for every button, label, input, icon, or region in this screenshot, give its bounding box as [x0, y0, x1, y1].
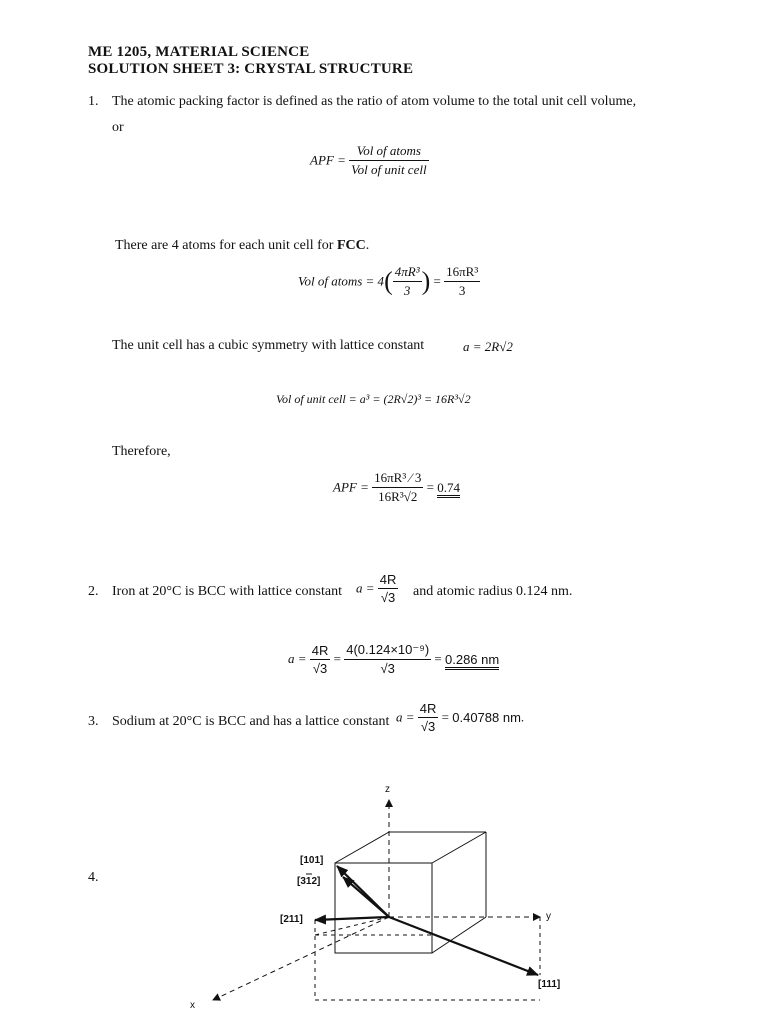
q1-number: 1. — [88, 94, 99, 109]
q1-text: The atomic packing factor is defined as the ratio of atom volume to the total unit cell volume, — [112, 94, 637, 109]
vol-atoms-num2: 16πR³ — [444, 264, 480, 282]
fcc-text-post: . — [365, 238, 370, 253]
doc-title-sheet: SOLUTION SHEET 3: CRYSTAL STRUCTURE — [88, 61, 414, 77]
q2-number: 2. — [88, 584, 99, 599]
q3-a-num: 4R — [419, 701, 437, 716]
dir-label-111: [111] — [538, 979, 561, 990]
dir-312-arrow — [343, 877, 389, 917]
q2-text-post: and atomic radius 0.124 nm. — [413, 584, 573, 599]
vol-atoms-den: 3 — [403, 283, 411, 298]
cubic-formula: a = 2R√2 — [463, 339, 513, 354]
apf-numerator: Vol of atoms — [349, 143, 428, 161]
q3-period: . — [520, 709, 525, 725]
q2-calc-den1: √3 — [312, 660, 328, 676]
fcc-bold: FCC — [336, 238, 366, 253]
q2-result: 0.286 nm — [445, 652, 499, 670]
fcc-text-pre: There are 4 atoms for each unit cell for — [115, 238, 337, 253]
q3-a-lhs: a = — [396, 709, 415, 725]
q2-a-num: 4R — [379, 572, 397, 587]
q2-calc-eq2: = — [434, 651, 442, 666]
apf-lhs: APF = — [310, 152, 346, 168]
apf2-lhs: APF = — [333, 479, 369, 495]
axis-label-x: x — [190, 1000, 195, 1011]
doc-title-course: ME 1205, MATERIAL SCIENCE — [88, 44, 310, 60]
q2-text-pre: Iron at 20°C is BCC with lattice constant — [112, 584, 342, 599]
q3-a-eq: = — [441, 709, 449, 725]
apf-result: 0.74 — [437, 480, 460, 498]
axis-label-y: y — [546, 911, 551, 922]
apf2-denominator: 16R³√2 — [378, 489, 418, 504]
q3-a-den: √3 — [420, 719, 436, 734]
axis-label-z: z — [385, 784, 390, 795]
therefore-text: Therefore, — [112, 444, 171, 459]
apf2-eq: = — [426, 479, 435, 495]
q2-calc-den2: √3 — [380, 661, 395, 676]
vol-atoms-lhs: Vol of atoms = 4 — [298, 273, 385, 289]
q2-calc-eq1: = — [333, 651, 341, 666]
construction-lines — [315, 917, 540, 1000]
dir-111-arrow — [389, 917, 538, 975]
q3-number: 3. — [88, 714, 99, 729]
vol-atoms-eq: = — [433, 273, 441, 289]
q1-or: or — [112, 120, 124, 135]
dir-label-211: [211] — [280, 914, 303, 925]
vol-cell-equation: Vol of unit cell = a³ = (2R√2)³ = 16R³√2 — [276, 392, 471, 406]
vol-atoms-den2: 3 — [458, 283, 466, 298]
q3-text: Sodium at 20°C is BCC and has a lattice constant — [112, 714, 390, 729]
x-axis — [213, 917, 389, 1000]
q4-number: 4. — [88, 870, 99, 885]
vol-atoms-equation: Vol of atoms = 4( $\frac{\text{4πR³}}{3}$ ) = $\frac{\text{16πR³}}{3}$ — [298, 264, 479, 298]
q2-a-lhs: a = — [356, 580, 375, 596]
dir-label-312: [312] — [297, 876, 321, 887]
apf2-numerator: 16πR³ ⁄ 3 — [372, 470, 423, 488]
q2-calc-num2: 4(0.124×10⁻⁹) — [344, 642, 431, 660]
q2-calc-num1: 4R — [311, 642, 329, 658]
q2-a-den: √3 — [380, 590, 396, 605]
apf-denominator: Vol of unit cell — [351, 162, 427, 177]
q2-calc-lhs: a = — [288, 651, 307, 666]
vol-atoms-num: 4πR³ — [393, 264, 422, 282]
cubic-text: The unit cell has a cubic symmetry with lattice constant — [112, 338, 425, 353]
q3-result: 0.40788 nm — [452, 710, 521, 725]
dir-label-101: [101] — [300, 855, 324, 866]
